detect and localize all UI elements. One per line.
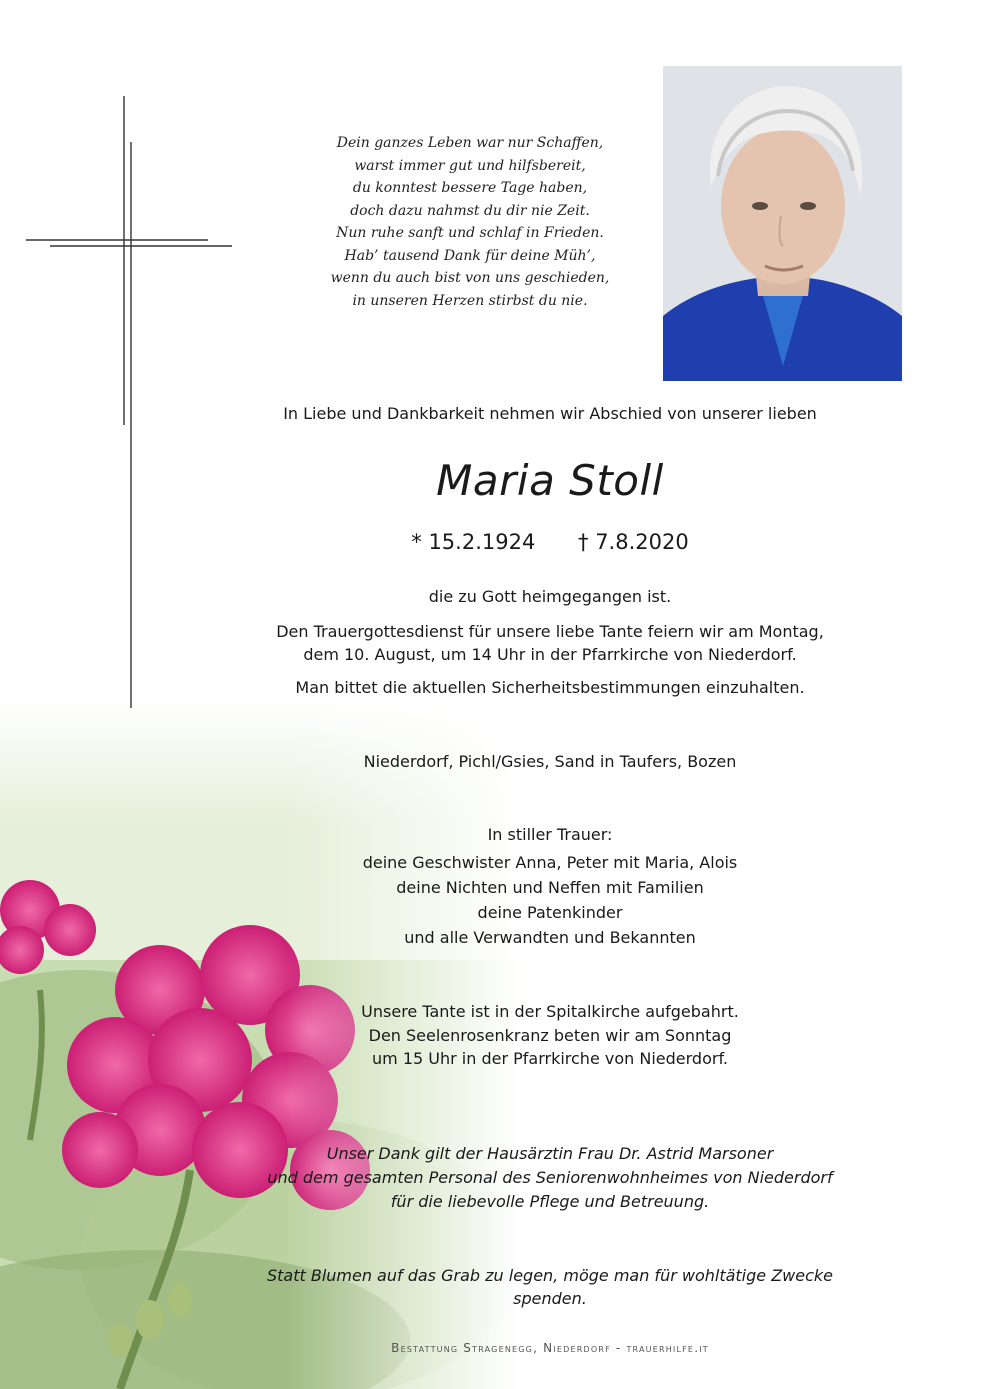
mourner-line: deine Patenkinder	[477, 903, 623, 922]
service-line: dem 10. August, um 14 Uhr in der Pfarrkirche von Niederdorf.	[303, 645, 797, 664]
poem-line: warst immer gut und hilfsbereit,	[354, 157, 586, 174]
thanks-note	[230, 1142, 870, 1214]
service-info	[230, 620, 870, 666]
poem-line: Dein ganzes Leben war nur Schaffen,	[336, 135, 604, 151]
passed-text: die zu Gott heimgegangen ist.	[428, 587, 672, 606]
wake-line: um 15 Uhr in der Pfarrkirche von Niederdorf.	[372, 1049, 728, 1068]
poem-line: du konntest bessere Tage haben,	[352, 180, 588, 196]
life-dates	[230, 530, 870, 554]
mourner-line: deine Geschwister Anna, Peter mit Maria, Alois	[362, 853, 738, 872]
poem-line: doch dazu nahmst du dir nie Zeit.	[350, 202, 590, 219]
cross-icon	[0, 0, 260, 720]
poem-line: in unseren Herzen stirbst du nie.	[352, 292, 588, 309]
thanks-line: Unser Dank gilt der Hausärztin Frau Dr. Astrid Marsoner	[326, 1144, 774, 1163]
deceased-name: Maria Stoll	[436, 456, 664, 505]
mourner-line: deine Nichten und Neffen mit Familien	[396, 878, 704, 897]
memorial-poem	[270, 132, 670, 312]
wake-line: Den Seelenrosenkranz beten wir am Sonntag	[368, 1025, 732, 1045]
wake-line: Unsere Tante ist in der Spitalkirche aufgebahrt.	[361, 1002, 739, 1021]
service-line: Den Trauergottesdienst für unsere liebe Tante feiern wir am Montag,	[276, 622, 824, 641]
mourner-line: und alle Verwandten und Bekannten	[404, 928, 696, 947]
death-date: † 7.8.2020	[578, 530, 689, 554]
poem-line: Hab’ tausend Dank für deine Müh’,	[344, 247, 596, 264]
places-line: Niederdorf, Pichl/Gsies, Sand in Taufers, Bozen	[363, 752, 737, 771]
thanks-line: und dem gesamten Personal des Seniorenwohnheimes von Niederdorf	[267, 1168, 833, 1187]
funeral-home-footer: Bestattung Stragenegg, Niederdorf - trauerhilfe.it	[391, 1341, 709, 1355]
poem-line: Nun ruhe sanft und schlaf in Frieden.	[336, 225, 604, 241]
intro-text: In Liebe und Dankbarkeit nehmen wir Abschied von unserer lieben	[283, 404, 817, 423]
thanks-line: für die liebevolle Pflege und Betreuung.	[390, 1192, 710, 1211]
safety-note: Man bittet die aktuellen Sicherheitsbestimmungen einzuhalten.	[295, 678, 805, 697]
mourners-heading: In stiller Trauer:	[487, 825, 613, 844]
birth-date: * 15.2.1924	[411, 530, 536, 554]
mourners-list	[230, 822, 870, 950]
poem-line: wenn du auch bist von uns geschieden,	[330, 270, 610, 286]
portrait-photo	[663, 66, 902, 381]
donation-note: Statt Blumen auf das Grab zu legen, möge man für wohltätige Zwecke spenden.	[266, 1266, 834, 1308]
wake-info	[230, 1000, 870, 1071]
